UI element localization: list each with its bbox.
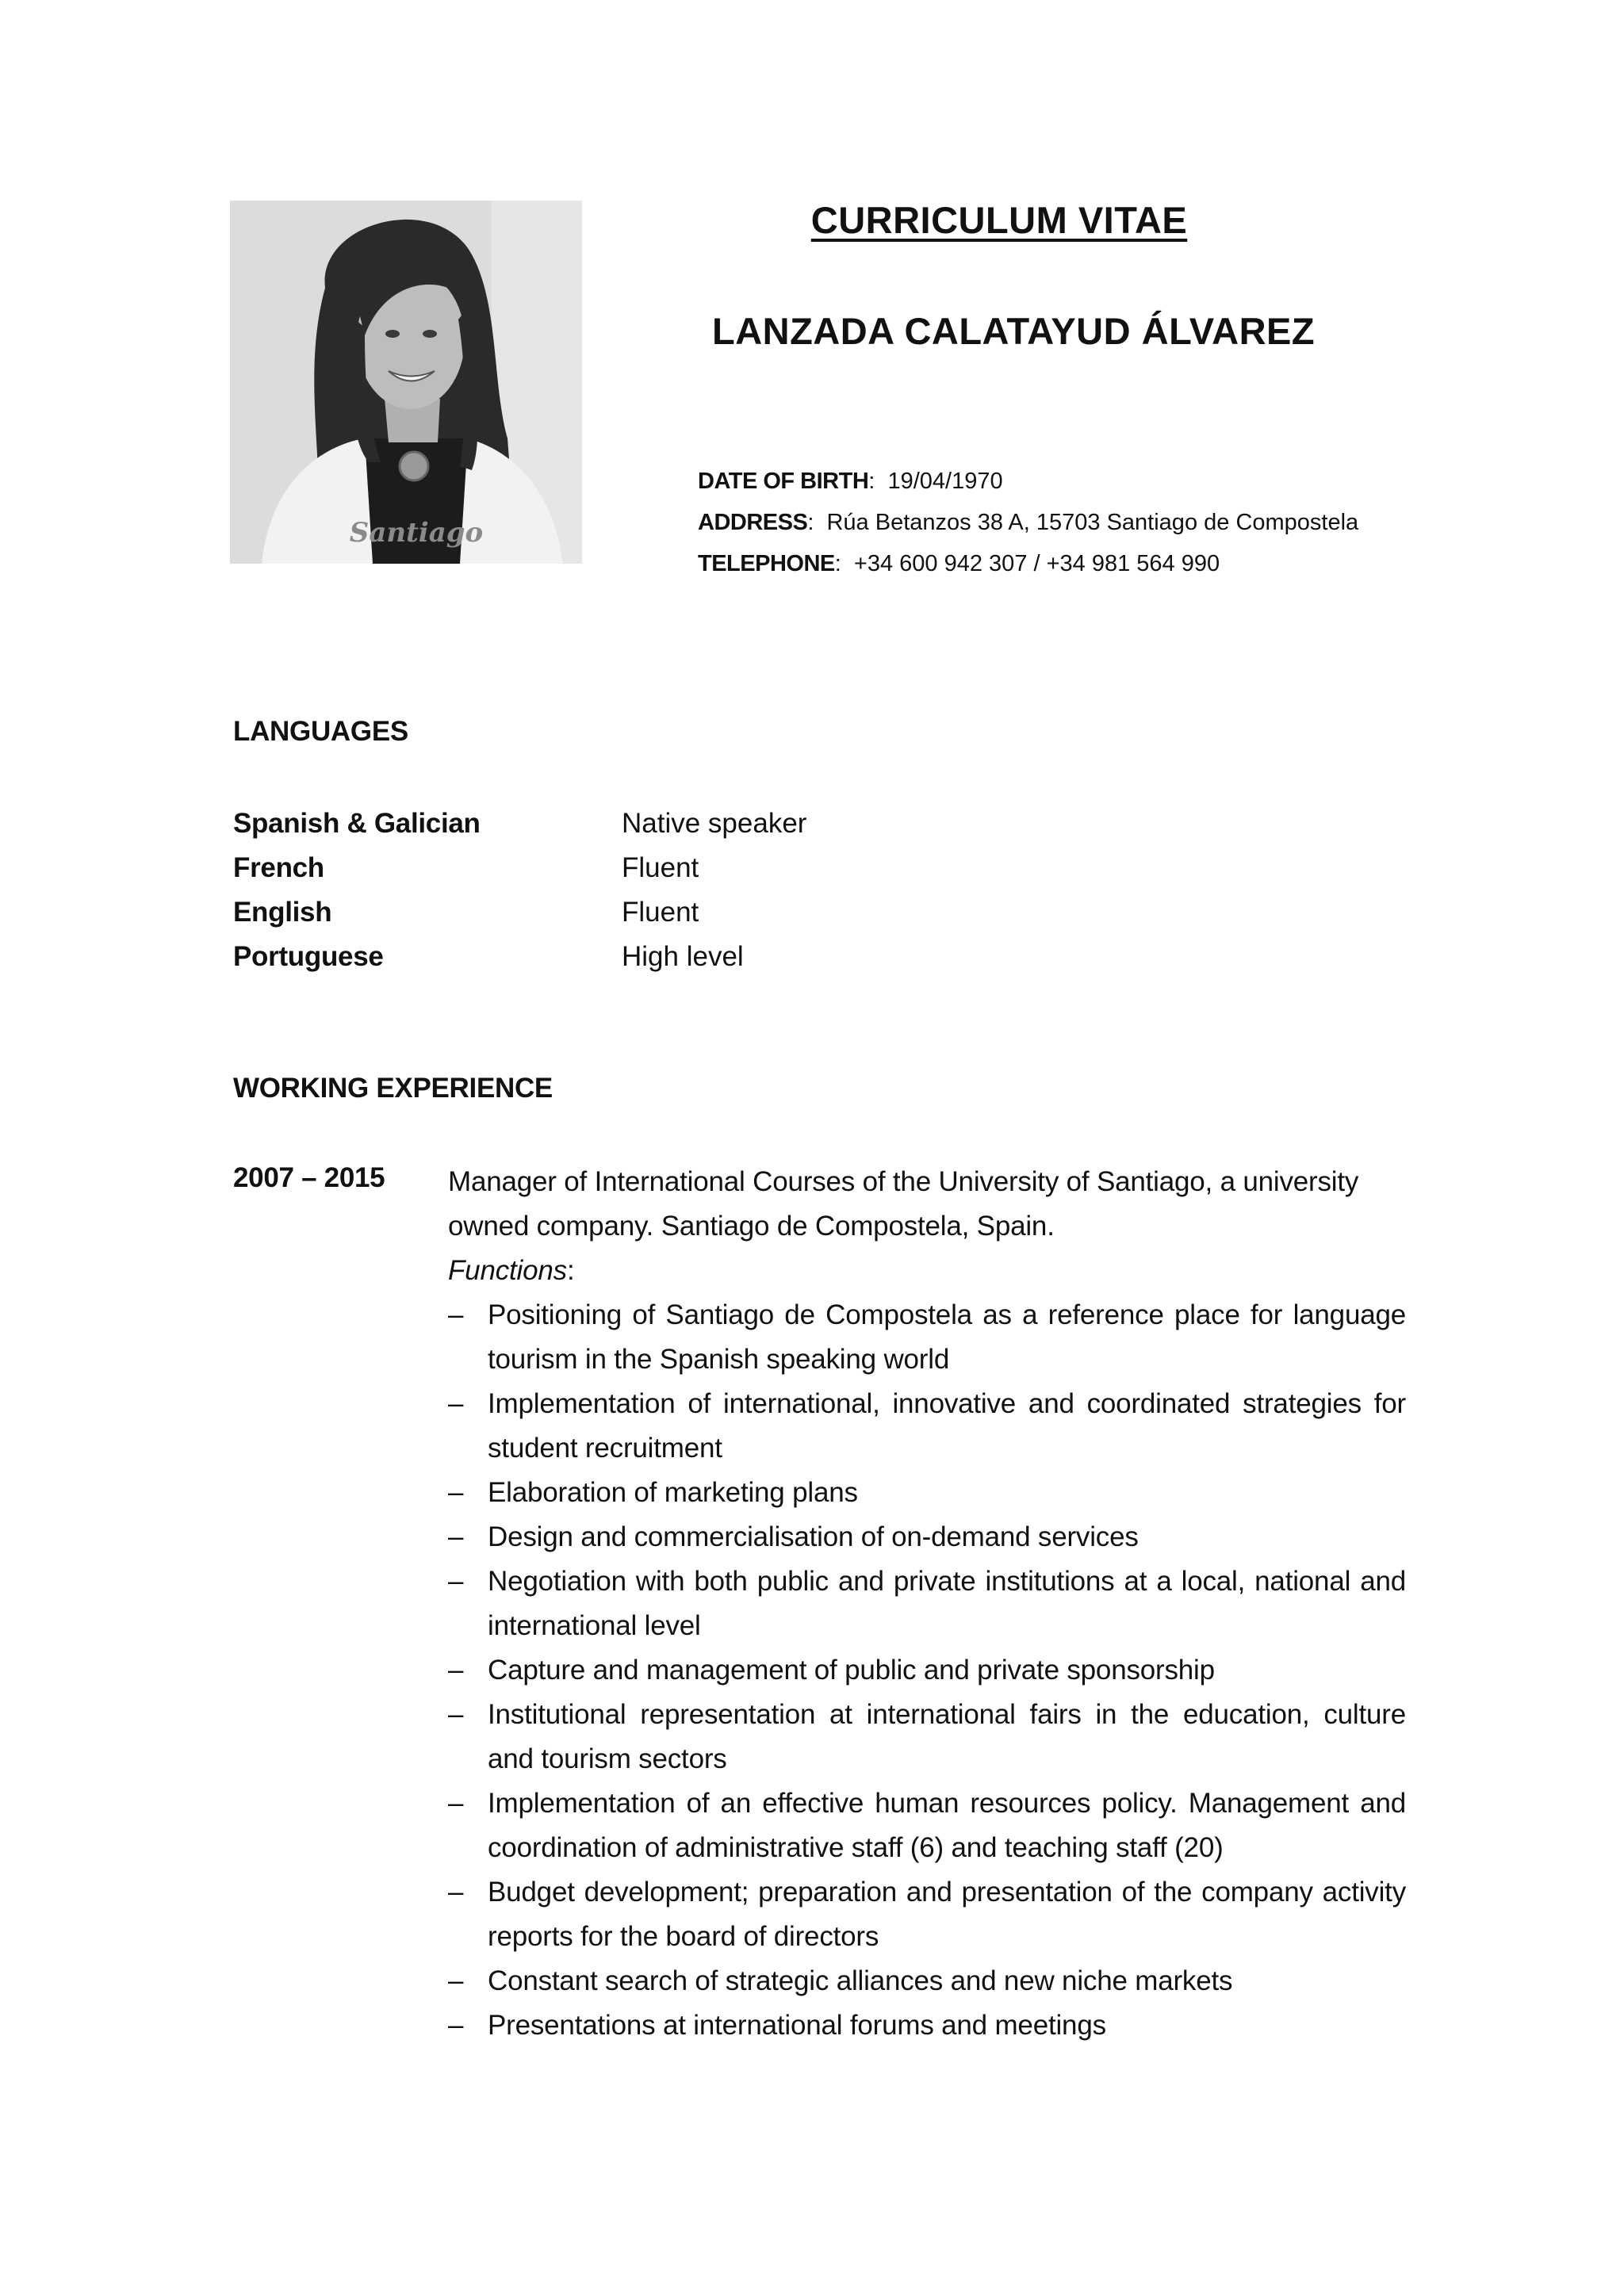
language-level: Fluent xyxy=(622,897,699,928)
language-row xyxy=(233,846,1026,890)
address-label: ADDRESS xyxy=(698,510,808,535)
telephone-label: TELEPHONE xyxy=(698,551,835,576)
function-item xyxy=(448,1382,1406,1471)
function-item xyxy=(448,1559,1406,1648)
language-row xyxy=(233,802,1026,846)
person-name: LANZADA CALATAYUD ÁLVAREZ xyxy=(712,310,1316,352)
function-text: Constant search of strategic alliances and new niche markets xyxy=(488,1965,1233,1996)
bullet-dash: – xyxy=(448,1655,464,1686)
function-item xyxy=(448,2003,1406,2048)
language-name: French xyxy=(233,852,324,883)
address-line: ADDRESS: Rúa Betanzos 38 A, 15703 Santiago de Compostela xyxy=(698,510,1359,535)
experience-entry xyxy=(448,1160,1406,2048)
functions-label-line: Functions: xyxy=(448,1255,575,1286)
function-item xyxy=(448,1870,1406,1959)
function-item xyxy=(448,1781,1406,1870)
bullet-dash: – xyxy=(448,1388,464,1419)
birth-date-label: DATE OF BIRTH xyxy=(698,469,869,494)
language-name: Spanish & Galician xyxy=(233,808,481,839)
function-text: Budget development; preparation and presentation of the company activity reports for the board of directors xyxy=(488,1877,1406,1952)
function-item xyxy=(448,1471,1406,1515)
birth-date-line: DATE OF BIRTH: 19/04/1970 xyxy=(698,469,1003,494)
profile-photo xyxy=(230,201,582,564)
language-name: Portuguese xyxy=(233,941,384,972)
function-item xyxy=(448,1648,1406,1693)
telephone-value: +34 600 942 307 / +34 981 564 990 xyxy=(853,551,1220,576)
shirt-print: Santiago xyxy=(349,517,484,549)
experience-period: 2007 – 2015 xyxy=(233,1162,385,1193)
telephone-line: TELEPHONE: +34 600 942 307 / +34 981 564 990 xyxy=(698,551,1220,576)
function-text: Positioning of Santiago de Compostela as a reference place for language tourism in the Spanish speaking world xyxy=(488,1299,1406,1375)
address-value: Rúa Betanzos 38 A, 15703 Santiago de Compostela xyxy=(826,510,1359,535)
bullet-dash: – xyxy=(448,1699,464,1730)
function-text: Implementation of an effective human resources policy. Management and coordination of administrative staff (6) and teaching staff (20) xyxy=(488,1788,1406,1863)
language-row xyxy=(233,935,1026,979)
function-text: Institutional representation at international fairs in the education, culture and tourism sectors xyxy=(488,1699,1406,1774)
bullet-dash: – xyxy=(448,1299,464,1330)
bullet-dash: – xyxy=(448,1788,464,1819)
bullet-dash: – xyxy=(448,1566,464,1597)
function-text: Presentations at international forums and meetings xyxy=(488,2010,1106,2041)
language-row xyxy=(233,890,1026,935)
function-text: Negotiation with both public and private institutions at a local, national and international level xyxy=(488,1566,1406,1641)
function-item xyxy=(448,1293,1406,1382)
bullet-dash: – xyxy=(448,1877,464,1908)
language-level: High level xyxy=(622,941,744,972)
experience-description: Manager of International Courses of the University of Santiago, a university owned company. Santiago de Compostela, Spain. xyxy=(448,1166,1359,1242)
language-level: Native speaker xyxy=(622,808,807,839)
birth-date-value: 19/04/1970 xyxy=(887,469,1003,494)
contact-details xyxy=(698,461,1358,584)
function-text: Implementation of international, innovative and coordinated strategies for student recruitment xyxy=(488,1388,1406,1464)
bullet-dash: – xyxy=(448,1965,464,1996)
language-level: Fluent xyxy=(622,852,699,883)
page-title: CURRICULUM VITAE xyxy=(810,199,1188,241)
bullet-dash: – xyxy=(448,1477,464,1508)
profile-photo-image xyxy=(230,201,582,564)
functions-list xyxy=(448,1293,1406,2048)
bullet-dash: – xyxy=(448,2010,464,2041)
languages-heading: LANGUAGES xyxy=(233,716,408,747)
function-item xyxy=(448,1693,1406,1781)
function-item xyxy=(448,1959,1406,2003)
function-text: Elaboration of marketing plans xyxy=(488,1477,858,1508)
function-text: Capture and management of public and private sponsorship xyxy=(488,1655,1215,1686)
functions-label: Functions xyxy=(448,1255,567,1286)
function-item xyxy=(448,1515,1406,1559)
working-experience-heading: WORKING EXPERIENCE xyxy=(233,1073,553,1104)
bullet-dash: – xyxy=(448,1521,464,1552)
language-name: English xyxy=(233,897,332,928)
languages-list xyxy=(233,802,1026,979)
function-text: Design and commercialisation of on-demand services xyxy=(488,1521,1139,1552)
